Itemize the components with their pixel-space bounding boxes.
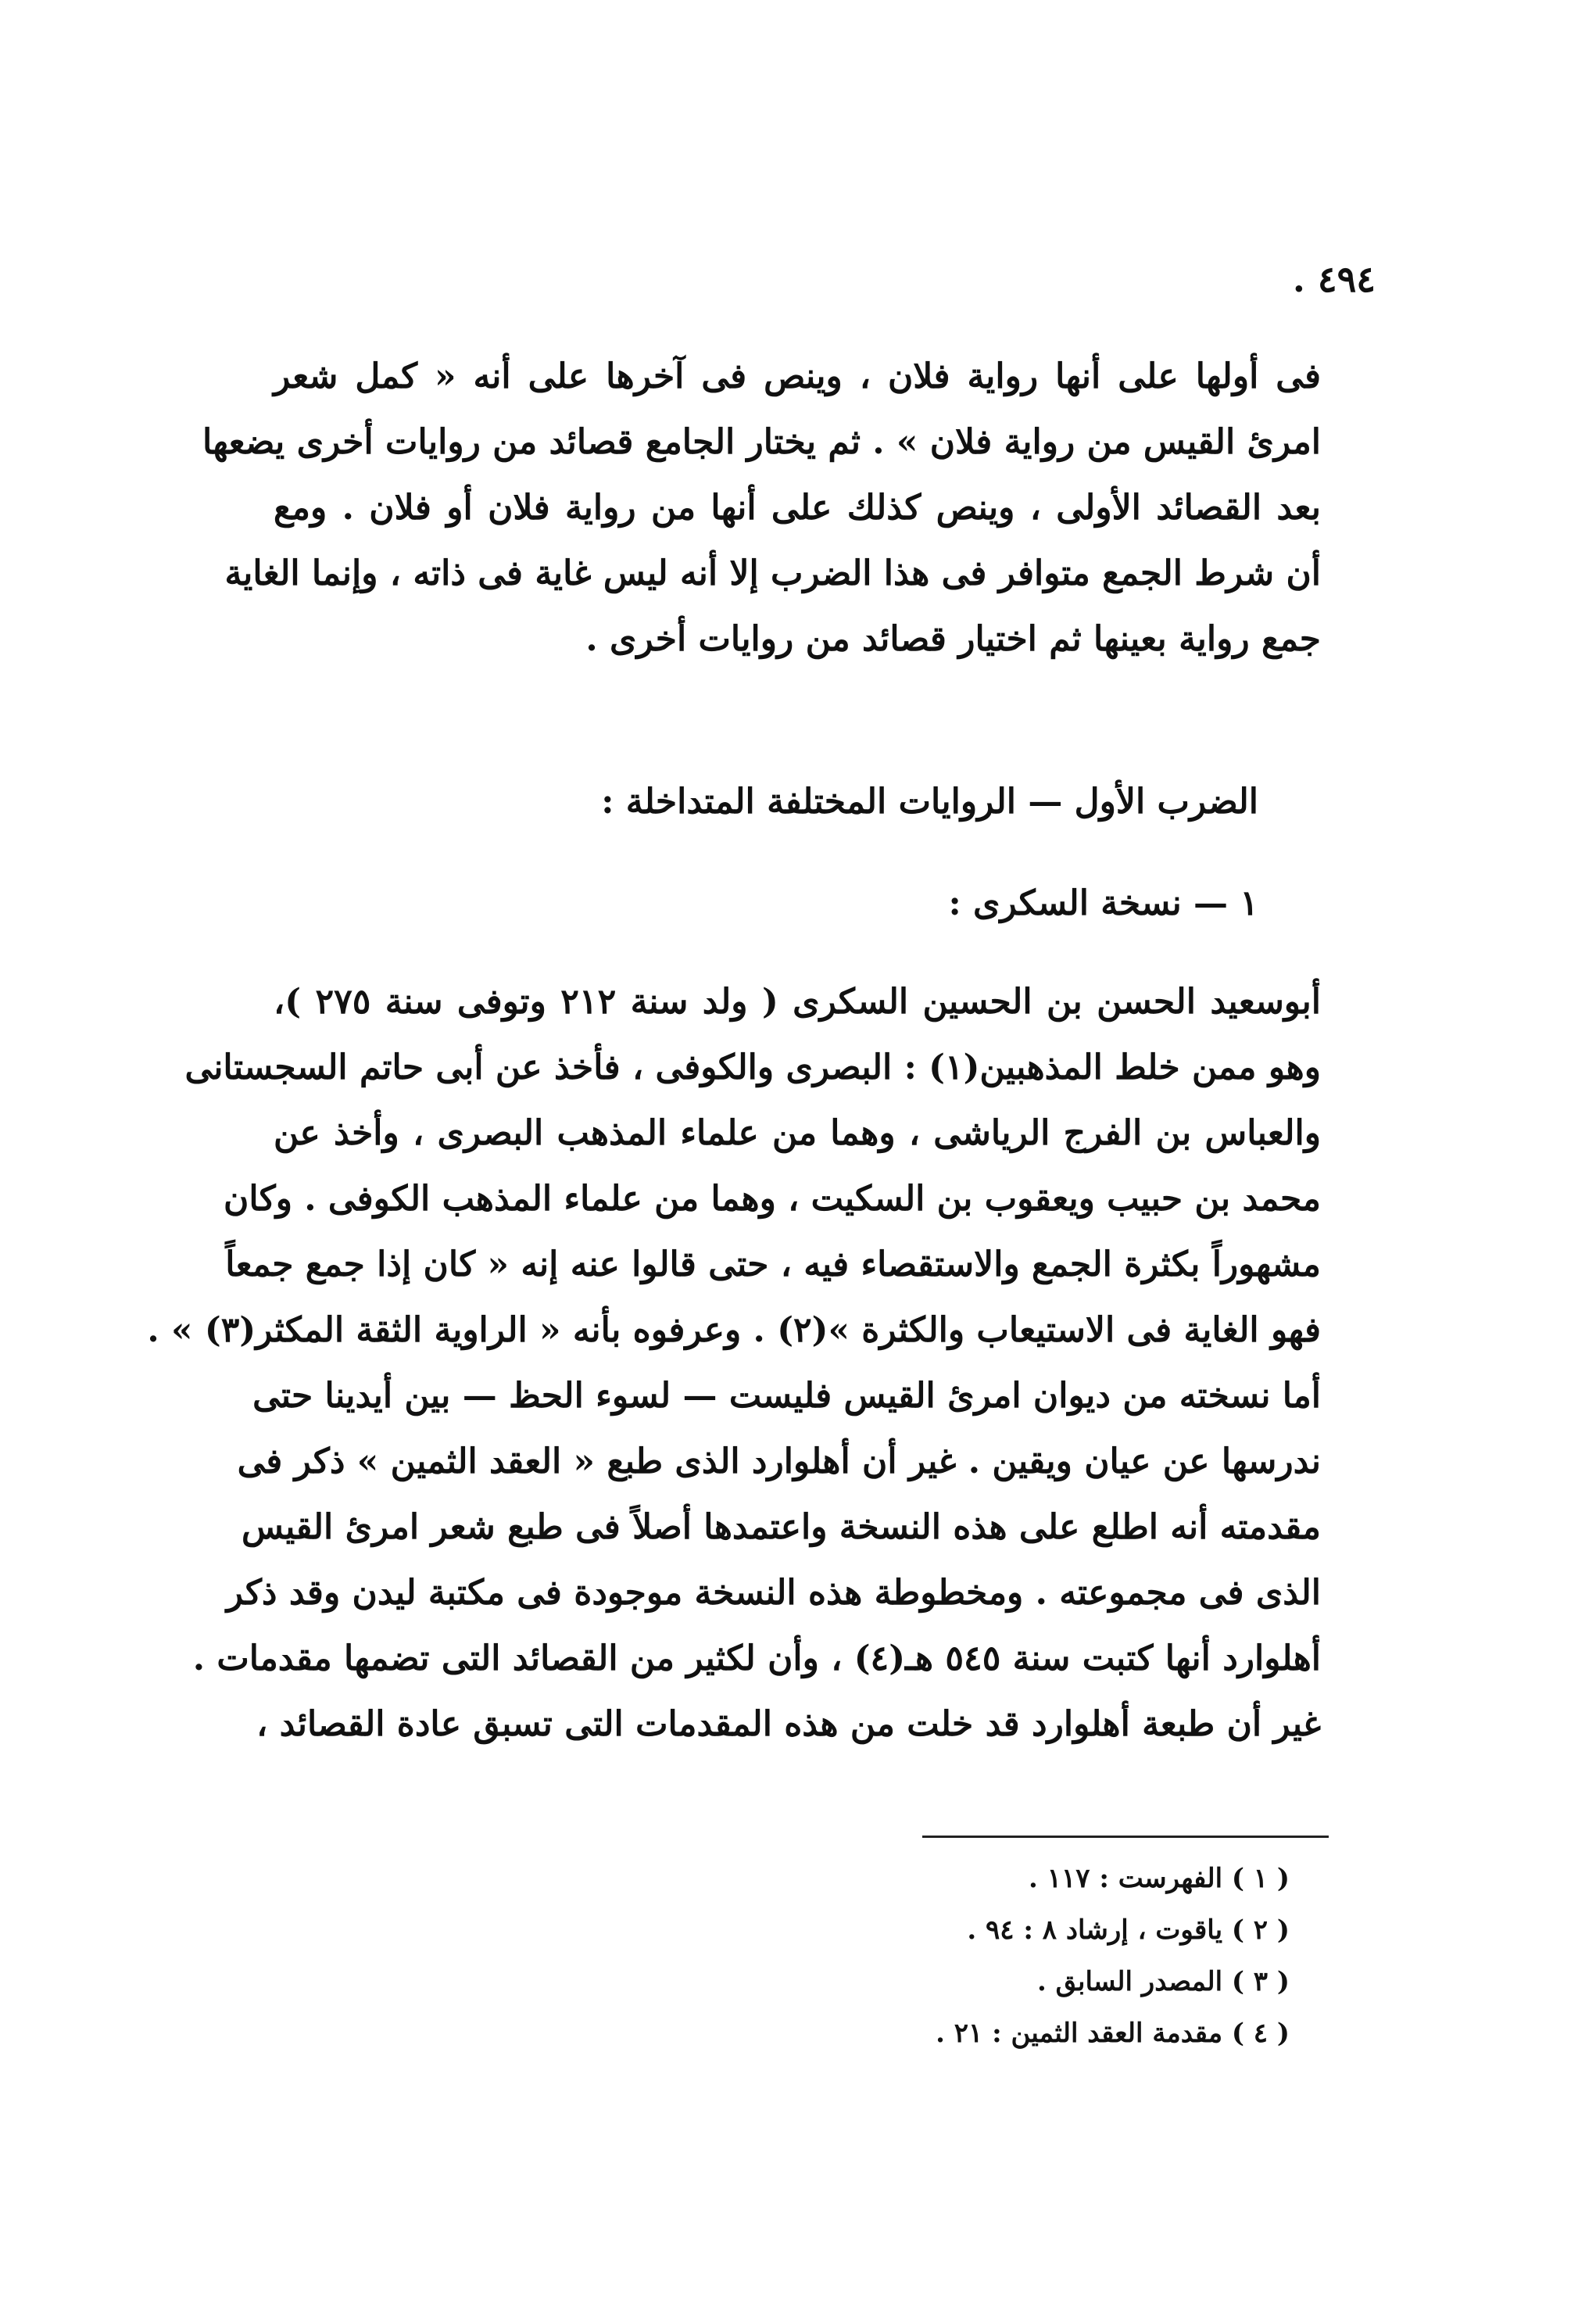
- footnote-divider: [922, 1836, 1329, 1838]
- text-line: مقدمته أنه اطلع على هذه النسخة واعتمدها أصلاً فى طبع شعر امرئ القيس: [241, 1507, 1321, 1547]
- page-number: ٤٩٤ .: [1292, 258, 1376, 300]
- text-line: أن شرط الجمع متوافر فى هذا الضرب إلا أنه ليس غاية فى ذاته ، وإنما الغاية: [224, 553, 1321, 593]
- section-heading: الضرب الأول — الروايات المختلفة المتداخلة :: [601, 782, 1258, 822]
- text-line: أما نسخته من ديوان امرئ القيس فليست — لسوء الحظ — بين أيدينا حتى: [252, 1376, 1321, 1416]
- text-line: ندرسها عن عيان ويقين . غير أن أهلوارد الذى طبع « العقد الثمين » ذكر فى: [237, 1442, 1321, 1481]
- text-line: بعد القصائد الأولى ، وينص كذلك على أنها من رواية فلان أو فلان . ومع: [274, 488, 1321, 528]
- footnotes: [782, 1853, 1290, 2059]
- intro-paragraph: [202, 344, 1321, 672]
- body-paragraph: [147, 969, 1322, 1757]
- footnote-item: ( ٢ ) ياقوت ، إرشاد ٨ : ٩٤ .: [967, 1914, 1290, 1946]
- text-line: غير أن طبعة أهلوارد قد خلت من هذه المقدمات التى تسبق عادة القصائد ،: [256, 1704, 1321, 1744]
- text-line: أهلوارد أنها كتبت سنة ٥٤٥ هـ(٤) ، وأن لكثير من القصائد التى تضمها مقدمات .: [192, 1639, 1321, 1678]
- text-line: امرئ القيس من رواية فلان » . ثم يختار الجامع قصائد من روايات أخرى يضعها: [202, 422, 1321, 462]
- footnote-item: ( ٣ ) المصدر السابق .: [1036, 1966, 1290, 1997]
- text-line: والعباس بن الفرج الرياشى ، وهما من علماء المذهب البصرى ، وأخذ عن: [274, 1113, 1321, 1153]
- text-line: محمد بن حبيب ويعقوب بن السكيت ، وهما من علماء المذهب الكوفى . وكان: [224, 1179, 1321, 1219]
- text-line: أبوسعيد الحسن بن الحسين السكرى ( ولد سنة ٢١٢ وتوفى سنة ٢٧٥ )،: [274, 982, 1322, 1022]
- text-line: فهو الغاية فى الاستيعاب والكثرة »(٢) . وعرفوه بأنه « الراوية الثقة المكثر(٣) » .: [147, 1310, 1321, 1350]
- text-line: وهو ممن خلط المذهبين(١) : البصرى والكوفى ، فأخذ عن أبى حاتم السجستانى: [184, 1048, 1321, 1087]
- subsection-heading: ١ — نسخة السكرى :: [948, 883, 1258, 923]
- text-line: فى أولها على أنها رواية فلان ، وينص فى آخرها على أنه « كمل شعر: [274, 356, 1321, 396]
- footnote-item: ( ٤ ) مقدمة العقد الثمين : ٢١ .: [936, 2018, 1290, 2049]
- text-line: مشهوراً بكثرة الجمع والاستقصاء فيه ، حتى قالوا عنه إنه « كان إذا جمع جمعاً: [225, 1245, 1321, 1284]
- text-line: الذى فى مجموعته . ومخطوطة هذه النسخة موجودة فى مكتبة ليدن وقد ذكر: [226, 1573, 1321, 1613]
- footnote-item: ( ١ ) الفهرست : ١١٧ .: [1029, 1863, 1290, 1894]
- text-line: جمع رواية بعينها ثم اختيار قصائد من روايات أخرى .: [585, 619, 1321, 659]
